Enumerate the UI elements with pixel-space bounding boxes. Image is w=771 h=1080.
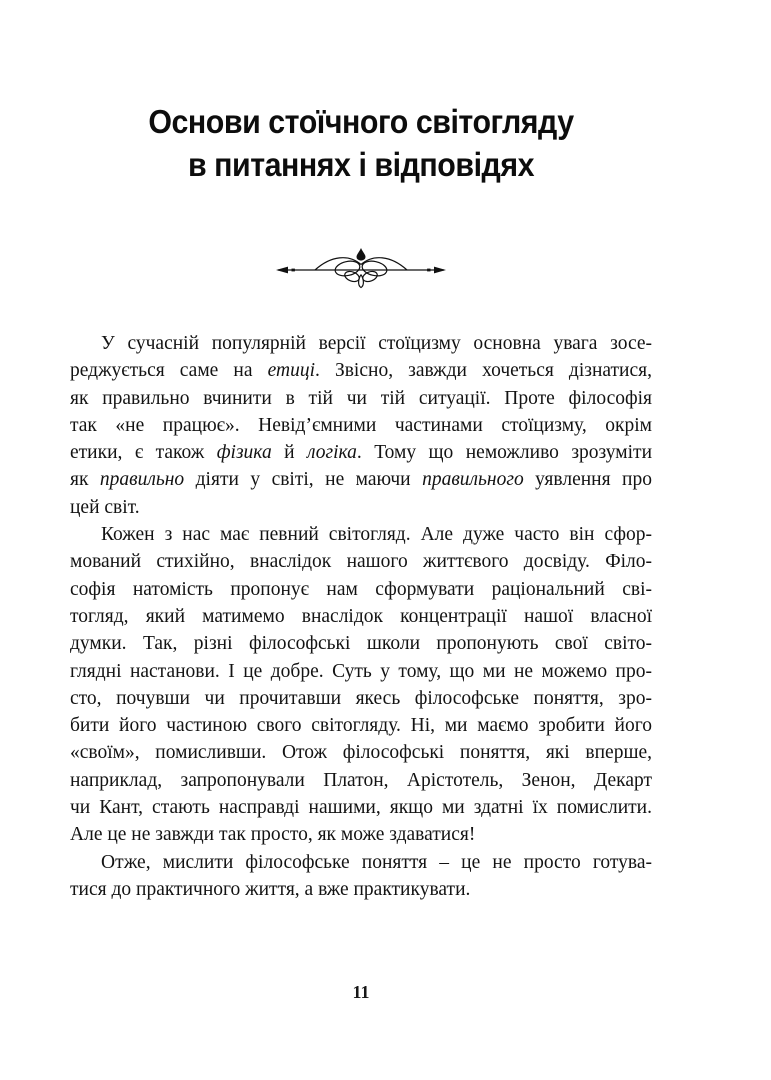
text-segment: так «не працює». Невід’ємними частинами стоїцизму, окрім [70,414,652,436]
text-line [70,849,652,876]
text-line [70,412,652,439]
ornamental-divider [70,240,652,297]
text-segment: реджується саме на [70,360,268,382]
text-line [70,603,652,630]
text-segment: тогляд, який матимемо внаслідок концентрації нашої власної [70,605,652,627]
text-segment: глядні настанови. І це добре. Суть у тому, що ми не можемо про- [70,660,652,682]
text-line [70,439,652,466]
italic-text: правильно [99,469,185,491]
body-text [70,330,652,903]
italic-text: логіка [307,442,357,464]
text-segment: наприклад, запропонували Платон, Арістотель, Зенон, Декарт [70,769,652,791]
text-segment: Кожен з нас має певний світогляд. Але дуже часто він сфор- [101,524,652,546]
text-segment: думки. Так, різні філософські школи пропонують свої світо- [70,633,652,655]
text-segment: як правильно вчинити в тій чи тій ситуації. Проте філософія [70,387,652,409]
chapter-title-line1: Основи стоїчного світогляду [148,103,574,140]
text-line [70,548,652,575]
text-segment: софія натомість пропонує нам сформувати раціональний сві- [70,578,652,600]
text-segment: бити його частиною свого світогляду. Ні, ми маємо зробити його [70,715,652,737]
chapter-title-line2: в питаннях і відповідях [187,146,535,183]
text-segment: мований стихійно, внаслідок нашого життєвого досвіду. Філо- [70,551,652,573]
text-line [70,876,652,903]
text-line [70,630,652,657]
text-segment: уявлення про [523,469,652,491]
text-line [70,685,652,712]
text-segment: сто, почувши чи прочитавши якесь філософське поняття, зро- [70,687,652,709]
text-line [70,521,652,548]
text-line [70,385,652,412]
text-line [70,712,652,739]
italic-text: етиці [267,360,315,382]
text-line [70,357,652,384]
text-line [70,576,652,603]
paragraph [70,521,652,849]
text-segment: як [70,469,100,491]
text-segment: тися до практичного життя, а вже практикувати. [70,878,471,900]
text-line [70,739,652,766]
text-segment: етики, є також [70,442,217,464]
text-line [70,767,652,794]
ornamental-divider-icon [275,240,447,292]
text-segment: «своїм», помисливши. Отож філософські поняття, які вперше, [70,742,652,764]
chapter-title [93,100,628,186]
text-line [70,794,652,821]
text-segment: й [271,442,307,464]
text-segment: чи Кант, стають насправді нашими, якщо ми здатні їх помислити. [70,797,652,819]
text-segment: У сучасній популярній версії стоїцизму основна увага зосе- [101,333,652,354]
paragraph [70,849,652,904]
paragraph [70,330,652,521]
text-segment: . Звісно, завжди хочеться дізнатися, [315,360,652,382]
text-line [70,466,652,493]
page-number: 11 [352,982,370,1002]
text-line [70,821,652,848]
text-line [70,658,652,685]
italic-text: фізика [216,442,272,464]
text-segment: діяти у світі, не маючи [184,469,423,491]
text-segment: . Тому що неможливо зрозуміти [356,442,653,464]
text-line [70,330,652,357]
text-segment: Але це не завжди так просто, як може здаватися! [70,824,476,846]
text-segment: цей світ. [70,496,140,518]
text-line [70,494,652,521]
text-segment: Отже, мислити філософське поняття – це не просто готува- [101,851,652,873]
italic-text: правильного [422,469,524,491]
